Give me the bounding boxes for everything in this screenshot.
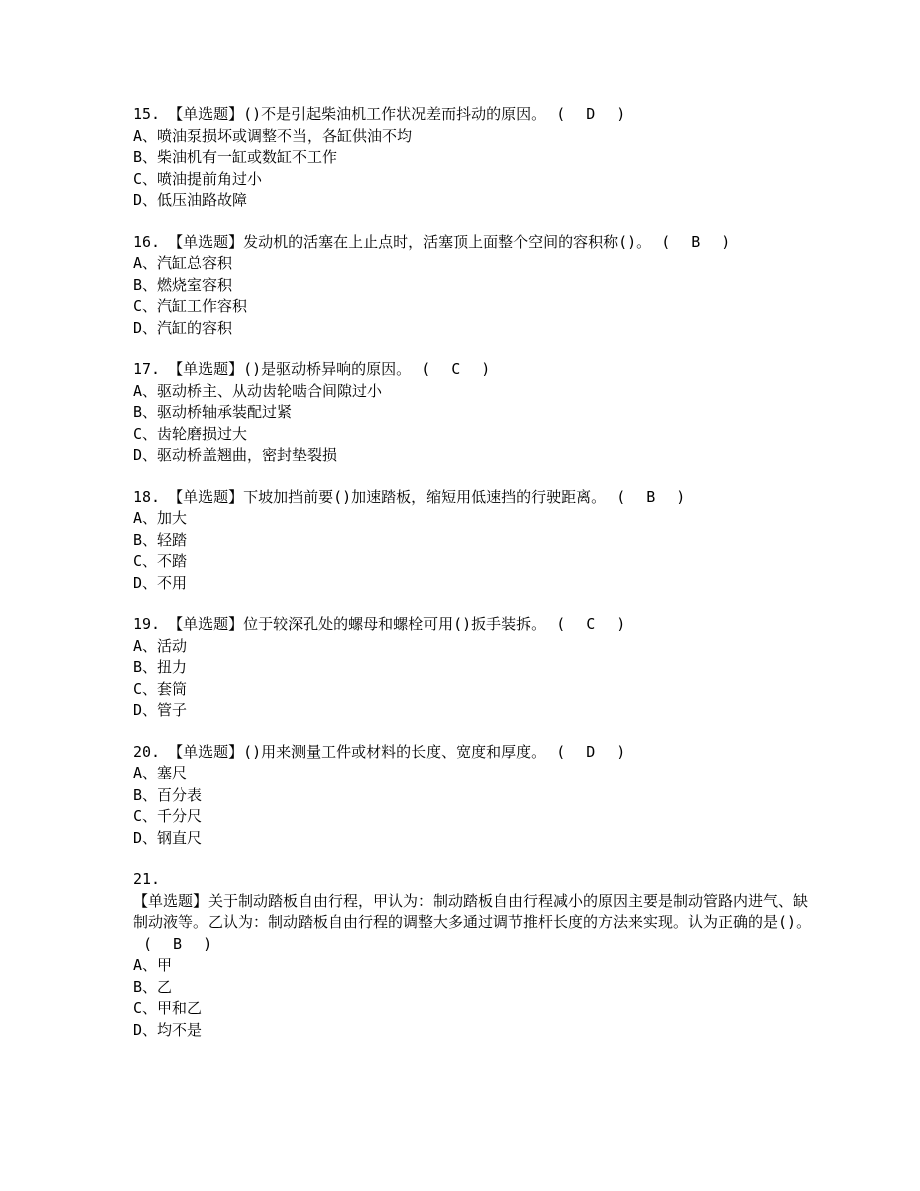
question-19 <box>133 614 813 722</box>
question-21 <box>133 869 813 1041</box>
question-answer: ( D ) <box>556 105 632 123</box>
question-text: ()不是引起柴油机工作状况差而抖动的原因。 <box>243 105 547 123</box>
option-c: C、齿轮磨损过大 <box>133 424 248 443</box>
question-type: 【单选题】 <box>168 105 244 123</box>
option-b: B、驱动桥轴承装配过紧 <box>133 403 293 421</box>
question-list <box>133 104 813 1061</box>
question-16 <box>133 232 813 340</box>
question-type: 【单选题】 <box>168 615 244 633</box>
option-a: A、汽缸总容积 <box>133 254 233 272</box>
question-text: 下坡加挡前要()加速踏板，缩短用低速挡的行驶距离。 <box>243 487 607 506</box>
option-d: D、驱动桥盖翘曲，密封垫裂损 <box>133 446 338 464</box>
question-type: 【单选题】 <box>133 891 209 910</box>
question-text: 位于较深孔处的螺母和螺栓可用()扳手装拆。 <box>243 615 547 633</box>
question-text: ()是驱动桥异响的原因。 <box>243 360 412 378</box>
question-type: 【单选题】 <box>168 487 244 506</box>
option-d: D、汽缸的容积 <box>133 318 233 337</box>
option-c: C、千分尺 <box>133 807 203 825</box>
question-answer: ( B ) <box>661 232 737 251</box>
question-number: 20. <box>133 742 161 761</box>
question-answer: ( D ) <box>556 742 632 761</box>
question-answer: ( B ) <box>616 487 692 506</box>
option-b: B、扭力 <box>133 658 188 676</box>
option-a: A、驱动桥主、从动齿轮啮合间隙过小 <box>133 381 383 400</box>
option-c: C、套筒 <box>133 679 188 698</box>
question-text: ()用来测量工件或材料的长度、宽度和厚度。 <box>243 742 547 761</box>
question-text: 关于制动踏板自由行程，甲认为：制动踏板自由行程减小的原因主要是制动管路内进气、缺制动液等。乙认为：制动踏板自由行程的调整大多通过调节推杆长度的方法来实现。认为正确的是()。 <box>133 891 812 931</box>
option-b: B、轻踏 <box>133 530 188 549</box>
option-b: B、百分表 <box>133 785 203 804</box>
option-d: D、管子 <box>133 701 188 719</box>
option-d: D、低压油路故障 <box>133 191 248 209</box>
question-number: 16. <box>133 232 161 251</box>
option-a: A、活动 <box>133 636 188 655</box>
question-stem <box>133 614 813 636</box>
option-d: D、钢直尺 <box>133 828 203 847</box>
question-20 <box>133 742 813 850</box>
question-type: 【单选题】 <box>168 742 244 761</box>
question-type: 【单选题】 <box>168 360 244 378</box>
question-answer: ( C ) <box>421 360 497 378</box>
question-stem <box>133 487 813 509</box>
option-a: A、加大 <box>133 509 188 527</box>
option-c: C、甲和乙 <box>133 999 203 1017</box>
option-a: A、甲 <box>133 956 173 974</box>
option-b: B、燃烧室容积 <box>133 275 233 294</box>
option-b: B、柴油机有一缸或数缸不工作 <box>133 148 338 166</box>
question-answer: ( B ) <box>143 934 219 953</box>
question-stem <box>133 742 813 764</box>
option-d: D、不用 <box>133 573 188 592</box>
question-number: 17. <box>133 360 161 378</box>
question-text: 发动机的活塞在上止点时，活塞顶上面整个空间的容积称()。 <box>243 232 652 251</box>
question-answer: ( C ) <box>556 615 632 633</box>
option-a: A、喷油泵损坏或调整不当，各缸供油不均 <box>133 126 413 145</box>
option-c: C、喷油提前角过小 <box>133 169 263 188</box>
option-a: A、塞尺 <box>133 764 188 782</box>
question-stem <box>133 891 813 956</box>
option-c: C、汽缸工作容积 <box>133 297 248 315</box>
question-number: 18. <box>133 487 161 506</box>
question-stem <box>133 232 813 254</box>
question-number: 15. <box>133 105 161 123</box>
question-type: 【单选题】 <box>168 232 244 251</box>
question-number: 19. <box>133 615 161 633</box>
question-stem <box>133 104 813 126</box>
option-b: B、乙 <box>133 977 173 996</box>
question-stem <box>133 359 813 381</box>
question-15 <box>133 104 813 212</box>
question-17 <box>133 359 813 467</box>
question-number: 21. <box>133 870 161 888</box>
question-18 <box>133 487 813 595</box>
option-d: D、均不是 <box>133 1020 203 1039</box>
option-c: C、不踏 <box>133 552 188 570</box>
